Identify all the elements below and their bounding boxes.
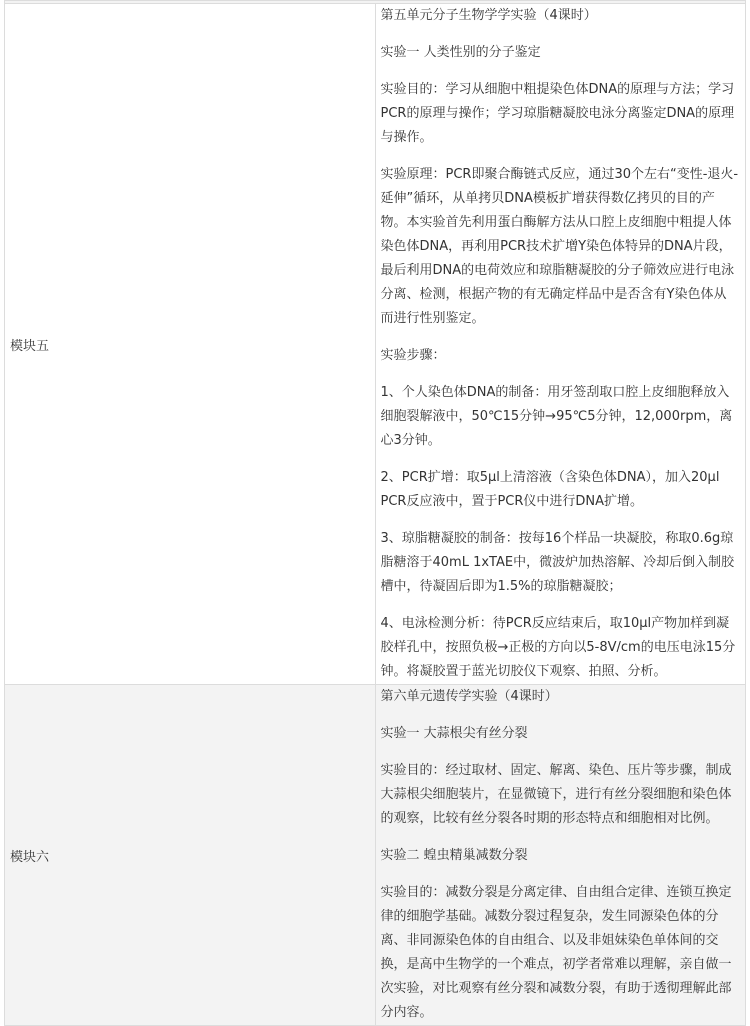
module-six-row bbox=[5, 685, 746, 1026]
module-five-content bbox=[375, 4, 746, 685]
unit-five-heading: 第五单元分子生物学学实验（4课时） bbox=[380, 8, 597, 23]
experiment-purpose: 实验目的：减数分裂是分离定律、自由组合定律、连锁互换定律的细胞学基础。减数分裂过程复杂，发生同源染色体的分离、非同源染色体的自由组合、以及非姐妹染色单体间的交换，是高中生物学的一个难点，初学者常难以理解，亲自做一次实验，对比观察有丝分裂和减数分裂，有助于透彻理解此部分内容。 bbox=[380, 885, 732, 1020]
experiment-title: 实验二 蝗虫精巢减数分裂 bbox=[380, 848, 528, 863]
module-five-row bbox=[5, 4, 746, 685]
experiment-title: 实验一 人类性别的分子鉴定 bbox=[380, 45, 541, 60]
step-item: 2、PCR扩增：取5μl上清溶液（含染色体DNA），加入20μl PCR反应液中，置于PCR仪中进行DNA扩增。 bbox=[380, 470, 720, 509]
step-item: 1、个人染色体DNA的制备：用牙签刮取口腔上皮细胞释放入细胞裂解液中，50℃15分钟→95℃5分钟，12,000rpm，离心3分钟。 bbox=[380, 385, 733, 448]
module-five-label-cell bbox=[5, 4, 376, 685]
step-item: 3、琼脂糖凝胶的制备：按每16个样品一块凝胶，称取0.6g琼脂糖溶于40mL 1xTAE中，微波炉加热溶解、冷却后倒入制胶槽中，待凝固后即为1.5%的琼脂糖凝胶； bbox=[380, 531, 735, 594]
experiment-steps-heading: 实验步骤： bbox=[380, 348, 446, 363]
module-six-content bbox=[375, 685, 746, 1026]
module-six-paragraphs bbox=[381, 685, 740, 1025]
experiment-principle: 实验原理：PCR即聚合酶链式反应，通过30个左右“变性-退火-延伸”循环，从单拷贝DNA模板扩增获得数亿拷贝的目的产物。本实验首先利用蛋白酶解方法从口腔上皮细胞中粗提人体染色体DNA，再利用PCR技术扩增Y染色体特异的DNA片段，最后利用DNA的电荷效应和琼脂糖凝胶的分子筛效应进行电泳分离、检测，根据产物的有无确定样品中是否含有Y染色体从而进行性别鉴定。 bbox=[380, 167, 739, 326]
experiment-title: 实验一 大蒜根尖有丝分裂 bbox=[380, 726, 528, 741]
module-five-paragraphs bbox=[381, 4, 740, 684]
experiment-purpose: 实验目的：经过取材、固定、解离、染色、压片等步骤，制成大蒜根尖细胞装片，在显微镜下，进行有丝分裂细胞和染色体的观察，比较有丝分裂各时期的形态特点和细胞相对比例。 bbox=[380, 763, 732, 826]
module-table bbox=[4, 0, 746, 1026]
module-five-label: 模块五 bbox=[10, 338, 50, 354]
unit-six-heading: 第六单元遗传学实验（4课时） bbox=[380, 689, 558, 704]
module-six-label: 模块六 bbox=[10, 849, 50, 865]
step-item: 4、电泳检测分析：待PCR反应结束后，取10μl产物加样到凝胶样孔中，按照负极→正极的方向以5-8V/cm的电压电泳15分钟。将凝胶置于蓝光切胶仪下观察、拍照、分析。 bbox=[380, 616, 736, 679]
module-six-label-cell bbox=[5, 685, 376, 1026]
experiment-purpose: 实验目的：学习从细胞中粗提染色体DNA的原理与方法；学习PCR的原理与操作；学习琼脂糖凝胶电泳分离鉴定DNA的原理与操作。 bbox=[380, 82, 735, 145]
